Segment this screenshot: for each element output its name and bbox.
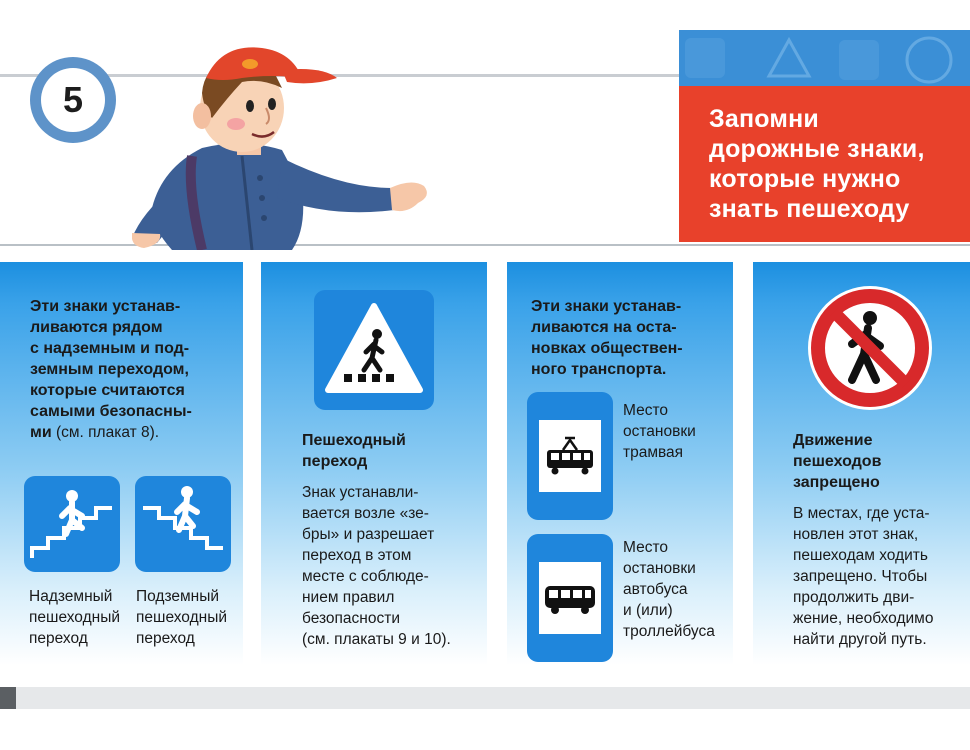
footer-marker: [0, 687, 16, 709]
bus-stop-caption: Место остановки автобуса и (или) троллейбуса: [623, 539, 715, 640]
panel1-text: Эти знаки устанав- ливаются рядом с надземным и под- земным переходом, которые считаются самыми безопасны- ми (см. плакат 8).: [30, 298, 192, 441]
header-blue-strip: [679, 30, 970, 86]
boy-illustration: [132, 38, 452, 250]
footer-bar: [0, 687, 970, 709]
page-number-badge: [30, 57, 116, 143]
title-line: Запомни: [709, 105, 819, 133]
panel4-title: Движение пешеходов запрещено: [793, 432, 882, 491]
bus-stop-sign-icon: [529, 536, 611, 660]
title-line: знать пешеходу: [709, 195, 910, 223]
overpass-caption: Надземный пешеходный переход: [29, 588, 120, 647]
pedestrian-crossing-sign-icon: [316, 292, 432, 408]
panel-no-pedestrians: [753, 262, 970, 682]
page-number: 5: [41, 68, 105, 132]
title-line: которые нужно: [709, 165, 901, 193]
panel4-text: В местах, где уста- новлен этот знак, пешеходам ходить запрещено. Чтобы продолжить дви- жение, необходимо найти другой путь.: [793, 505, 934, 648]
panel-overpass-underpass: [0, 262, 243, 682]
panel2-title: Пешеходный переход: [302, 432, 406, 470]
overpass-sign-icon: [26, 478, 118, 570]
title-box: [679, 86, 970, 242]
tram-stop-caption: Место остановки трамвая: [623, 402, 696, 461]
title-line: дорожные знаки,: [709, 135, 925, 163]
underpass-sign-icon: [137, 478, 229, 570]
underpass-caption: Подземный пешеходный переход: [136, 588, 227, 647]
tram-stop-sign-icon: [529, 394, 611, 518]
panel3-title: Эти знаки устанав- ливаются на оста- новках обществен- ного транспорта.: [531, 298, 683, 378]
panel-transport-stops: [507, 262, 733, 682]
panel2-text: Знак устанавли- вается возле «зе- бры» и разрешает переход в этом месте с соблюде- нием правил безопасности (см. плакаты 9 и 10).: [302, 484, 451, 648]
no-pedestrians-sign-icon: [806, 284, 934, 412]
panel-pedestrian-crossing: [261, 262, 487, 682]
